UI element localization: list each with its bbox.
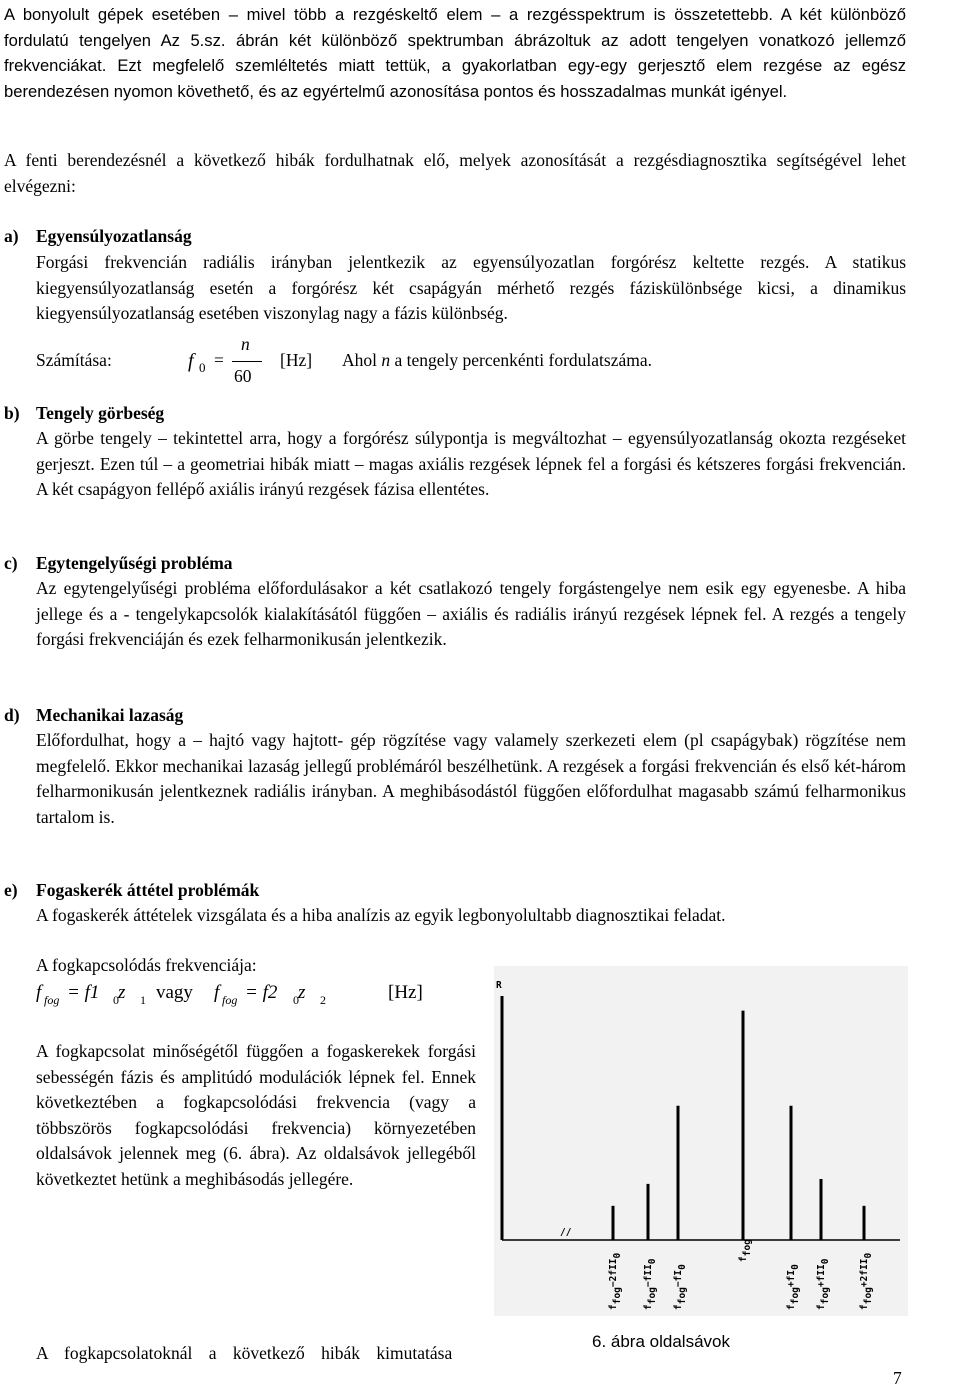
tick-label: ffog−2fII0 (608, 1252, 623, 1310)
mesh-unit: [Hz] (388, 982, 423, 1003)
mesh-f1: f (36, 982, 42, 1003)
section-b-title: Tengely görbeség (36, 403, 165, 423)
mesh-f2-rhs-sub: 0 (293, 993, 299, 1007)
section-e-letter: e) (4, 880, 18, 900)
figure-caption: 6. ábra oldalsávok (592, 1332, 730, 1351)
section-b-heading (4, 401, 164, 426)
formula-note (342, 350, 652, 371)
formula-eq: = (214, 350, 224, 370)
tick-label: ffog+fI0 (786, 1264, 801, 1310)
section-c-letter: c) (4, 553, 18, 573)
sidebands-paragraph: A fogkapcsolat minőségétől függően a fogaskerekek forgási sebességén fázis és amplitúdó modulációk lépnek fel. Ennek következtében a fogkapcsolódási frekvencia (vagy a többszörös fogkapcsolódási frekvencia) környezetében oldalsávok jelennek meg (6. ábra). Az oldalsávok jellegéből következtet hetünk a meghibásodás jellegére. (36, 1041, 476, 1189)
mesh-f2-z-sub: 2 (320, 993, 326, 1007)
formula-f: f (188, 350, 194, 372)
section-e-heading (4, 878, 259, 903)
sideband-spectrum-chart (494, 966, 908, 1316)
note-var: n (381, 350, 391, 370)
mesh-f1-z: z (118, 982, 126, 1003)
formula-numerator: n (241, 334, 250, 354)
tick-label: ffog+fII0 (816, 1258, 831, 1310)
note-post: a tengely percenkénti fordulatszáma. (390, 350, 653, 370)
section-c-title: Egytengelyűségi probléma (36, 553, 233, 573)
intro-paragraph-2: A fenti berendezésnél a következő hibák fordulhatnak elő, melyek azonosítását a rezgésdiagnosztika segítségével lehet elvégezni: (4, 150, 906, 196)
mesh-f1-sub: fog (44, 993, 60, 1007)
fraction-bar (232, 361, 262, 362)
section-a-letter: a) (4, 226, 19, 246)
section-a-heading (4, 224, 192, 249)
mesh-f2-sub: fog (222, 993, 238, 1007)
section-d-heading (4, 703, 183, 728)
mesh-f1-rhs: = f1 (67, 982, 100, 1003)
section-b-body: A görbe tengely – tekintettel arra, hogy a forgórész súlypontja is megváltozhat – egyensúlyozatlanság okozta rezgéseket gerjeszt. Ezen túl – a geometriai hibák miatt – magas axiális rezgések lépnek fel a forgási és kétszeres forgási frekvencián. A két csapágyon fellépő axiális irányú rezgések fázisa ellentétes. (36, 428, 906, 499)
page-number: 7 (893, 1368, 902, 1388)
tick-label: ffog+2fII0 (859, 1252, 874, 1310)
figure-6-sidebands (494, 966, 908, 1316)
mesh-frequency-label: A fogkapcsolódás frekvenciája: (36, 955, 257, 975)
formula-unit: [Hz] (280, 350, 313, 370)
last-line: A fogkapcsolatoknál a következő hibák kimutatása (36, 1343, 453, 1363)
section-b-letter: b) (4, 403, 20, 423)
y-axis-label: R (496, 980, 502, 991)
mesh-f2-z: z (298, 982, 306, 1003)
calc-label: Számítása: (36, 350, 112, 370)
note-pre: Ahol (342, 350, 382, 370)
mesh-or: vagy (156, 982, 193, 1003)
section-e-body: A fogaskerék áttételek vizsgálata és a hiba analízis az egyik legbonyolultabb diagnosztikai feladat. (36, 905, 726, 925)
tick-label: ffog (738, 1239, 753, 1262)
section-c-body: Az egytengelyűségi probléma előfordulásakor a két csatlakozó tengely forgástengelye nem esik egy egyenesbe. A hiba jellege és a - tengelykapcsolók kialakításától függően – axiális és radiális irányú rezgések lépnek fel. A rezgés a tengely forgási frekvenciáján és ezek felharmonikusán jelentkezik. (36, 578, 906, 649)
section-d-title: Mechanikai lazaság (36, 705, 184, 725)
section-a-title: Egyensúlyozatlanság (36, 226, 192, 246)
tick-label: ffog−fI0 (673, 1264, 688, 1310)
section-d-body: Előfordulhat, hogy a – hajtó vagy hajtott- gép rögzítése vagy valamely szerkezeti elem (pl csapágybak) rögzítése nem megfelelő. Ekkor mechanikai lazaság jellegű problémáról beszélhetünk. A rezgések a forgási frekvencián és első két-három felharmonikusán jelentkeznek radiális irányban. A meghibásodástól függően előfordulhat magasabb számú felharmonikus tartalom is. (36, 730, 906, 827)
intro-paragraph-1: A bonyolult gépek esetében – mivel több a rezgéskeltő elem – a rezgésspektrum is összetettebb. A két különböző fordulatú tengelyen Az 5.sz. ábrán két különböző spektrumban ábrázoltuk az adott tengelyen vonatkozó jellemző frekvenciákat. Ezt megfelelő szemléltetés miatt tettük, a gyakorlatban egy-egy gerjesztő elem rezgése az egész berendezésen nyomon követhető, és az egyértelmű azonosítása pontos és hosszadalmas munkát igényel. (4, 5, 906, 101)
section-d-letter: d) (4, 705, 20, 725)
mesh-f2-rhs: = f2 (245, 982, 278, 1003)
section-c-heading (4, 551, 233, 576)
formula-sub: 0 (199, 360, 206, 375)
formula-denominator: 60 (234, 366, 252, 386)
mesh-f1-rhs-sub: 0 (113, 993, 119, 1007)
axis-break-mark: // (560, 1227, 572, 1238)
mesh-f2: f (214, 982, 220, 1003)
tick-label: ffog−fII0 (643, 1258, 658, 1310)
mesh-f1-z-sub: 1 (140, 993, 146, 1007)
section-a-body: Forgási frekvencián radiális irányban jelentkezik az egyensúlyozatlan forgórész keltette rezgés. A statikus kiegyensúlyozatlanság esetén a forgórész két csapágyán mérhető rezgés fáziskülönbsége kicsi, a dinamikus kiegyensúlyozatlanság esetében viszonylag nagy a fázis különbség. (36, 252, 906, 323)
section-e-title: Fogaskerék áttétel problémák (36, 880, 260, 900)
tick-label-group (608, 1239, 874, 1310)
bar-group (613, 1011, 864, 1240)
